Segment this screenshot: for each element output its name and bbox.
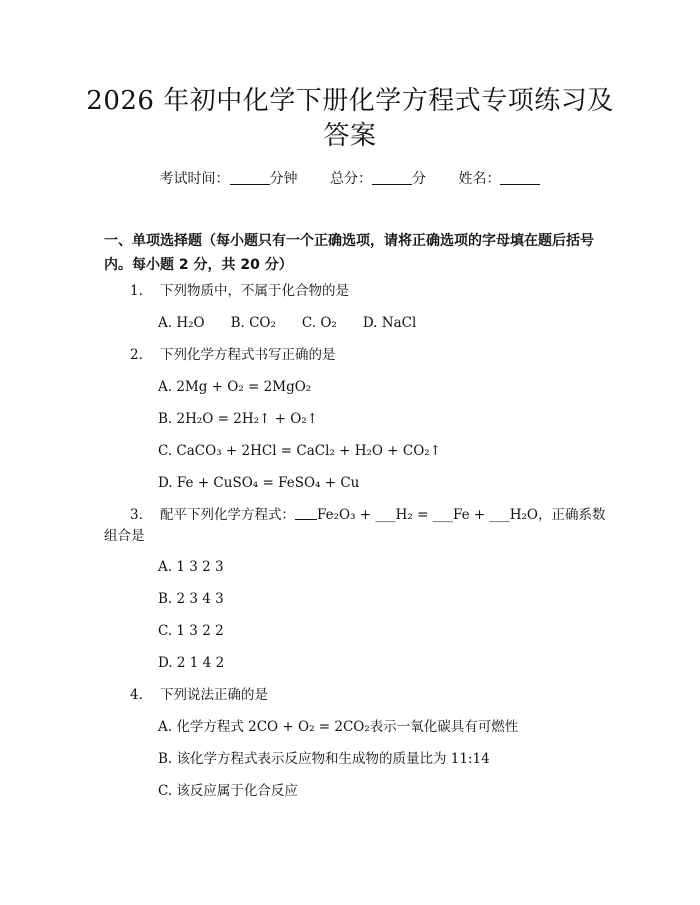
question-stem: 配平下列化学方程式：	[160, 507, 295, 523]
option-c: C. 1 3 2 2	[158, 623, 224, 639]
option-c: C. O₂	[301, 315, 337, 331]
option-b: B. 2 3 4 3	[158, 591, 224, 607]
coefficient-blank	[295, 507, 317, 520]
question-stem: 下列说法正确的是	[160, 687, 268, 703]
question-stem: 下列化学方程式书写正确的是	[160, 347, 336, 363]
exam-time-unit: 分钟	[269, 171, 298, 187]
student-name-field	[458, 168, 540, 188]
total-score-label: 总分：	[330, 171, 372, 187]
option-a: A. 2Mg + O₂ = 2MgO₂	[158, 379, 312, 395]
question-number: 1.	[130, 283, 143, 299]
question-1-options	[158, 313, 442, 333]
question-number: 2.	[130, 347, 143, 363]
section-heading-single-choice: 一、单项选择题（每小题只有一个正确选项，请将正确选项的字母填在题后括号内。每小题 2 分，共 20 分）	[104, 233, 594, 273]
option-c: C. CaCO₃ + 2HCl = CaCl₂ + H₂O + CO₂↑	[158, 443, 442, 459]
student-name-label: 姓名：	[458, 171, 501, 187]
exam-info-bar	[0, 168, 700, 188]
question-number: 3.	[130, 507, 143, 523]
option-c: C. 该反应属于化合反应	[158, 783, 298, 799]
option-b: B. 该化学方程式表示反应物和生成物的质量比为 11:14	[158, 751, 490, 767]
option-b: B. 2H₂O = 2H₂↑ + O₂↑	[158, 411, 319, 427]
document-title-line2: 答案	[323, 121, 377, 151]
total-score-unit: 分	[412, 171, 426, 187]
question-3	[130, 505, 606, 525]
question-3-continued: 组合是	[104, 528, 145, 544]
question-number: 4.	[130, 687, 143, 703]
option-a: A. H₂O	[158, 315, 205, 331]
document-title-line1: 2026 年初中化学下册化学方程式专项练习及	[86, 86, 614, 116]
student-name-blank	[500, 170, 540, 185]
question-4	[130, 685, 268, 705]
total-score-blank	[372, 170, 412, 185]
exam-time-blank	[230, 170, 270, 185]
option-a: A. 1 3 2 3	[158, 559, 224, 575]
option-a: A. 化学方程式 2CO + O₂ = 2CO₂表示一氧化碳具有可燃性	[158, 719, 519, 735]
option-b: B. CO₂	[230, 315, 276, 331]
option-d: D. Fe + CuSO₄ = FeSO₄ + Cu	[158, 475, 360, 491]
option-d: D. NaCl	[362, 315, 417, 331]
total-score-field	[330, 168, 426, 188]
option-d: D. 2 1 4 2	[158, 655, 225, 671]
question-2	[130, 345, 336, 365]
exam-time-field	[160, 168, 298, 188]
question-1	[130, 281, 349, 301]
question-equation: Fe₂O₃ + ___H₂ = ___Fe + ___H₂O，正确系数	[317, 507, 606, 523]
question-stem: 下列物质中，不属于化合物的是	[160, 283, 349, 299]
exam-time-label: 考试时间：	[159, 171, 230, 187]
